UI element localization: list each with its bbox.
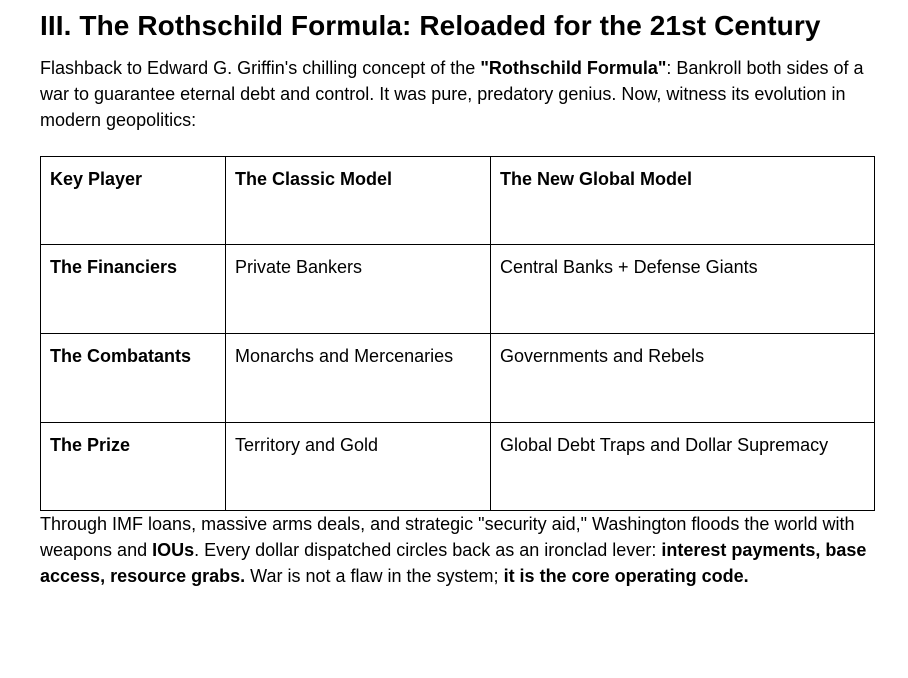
closing-text: Through IMF loans, massive arms deals, and strategic "security aid," Washington floods the world with weapons and (40, 514, 855, 560)
row-label: The Financiers (41, 245, 226, 334)
closing-bold-conclusion: it is the core operating code. (503, 566, 749, 586)
table-cell: Monarchs and Mercenaries (226, 334, 491, 423)
table-cell: Private Bankers (226, 245, 491, 334)
table-row (41, 423, 875, 511)
table-cell: Global Debt Traps and Dollar Supremacy (491, 423, 875, 511)
table-cell: Central Banks + Defense Giants (491, 245, 875, 334)
table-row (41, 334, 875, 423)
header-cell-new-global-model: The New Global Model (491, 157, 875, 245)
intro-bold-term: "Rothschild Formula" (480, 58, 667, 78)
intro-paragraph (40, 55, 874, 133)
row-label: The Prize (41, 423, 226, 511)
header-cell-classic-model: The Classic Model (226, 157, 491, 245)
header-cell-key-player: Key Player (41, 157, 226, 245)
closing-text: War is not a flaw in the system; (245, 566, 504, 586)
closing-paragraph (40, 511, 874, 589)
document-body (40, 0, 874, 589)
table-row (41, 245, 875, 334)
section-heading: III. The Rothschild Formula: Reloaded for the 21st Century (40, 10, 821, 41)
table-cell: Governments and Rebels (491, 334, 875, 423)
intro-text-start: Flashback to Edward G. Griffin's chilling concept of the (40, 58, 481, 78)
closing-bold-levers: interest payments, base access, resource grabs. (40, 540, 867, 586)
row-label: The Combatants (41, 334, 226, 423)
closing-bold-ious: IOUs (152, 540, 195, 560)
closing-text: . Every dollar dispatched circles back as an ironclad lever: (194, 540, 662, 560)
intro-text-end: : Bankroll both sides of a war to guarantee eternal debt and control. It was pure, predatory genius. Now, witness its evolution in modern geopolitics: (40, 58, 864, 130)
comparison-table (40, 156, 875, 511)
table-header-row (41, 157, 875, 245)
table-cell: Territory and Gold (226, 423, 491, 511)
